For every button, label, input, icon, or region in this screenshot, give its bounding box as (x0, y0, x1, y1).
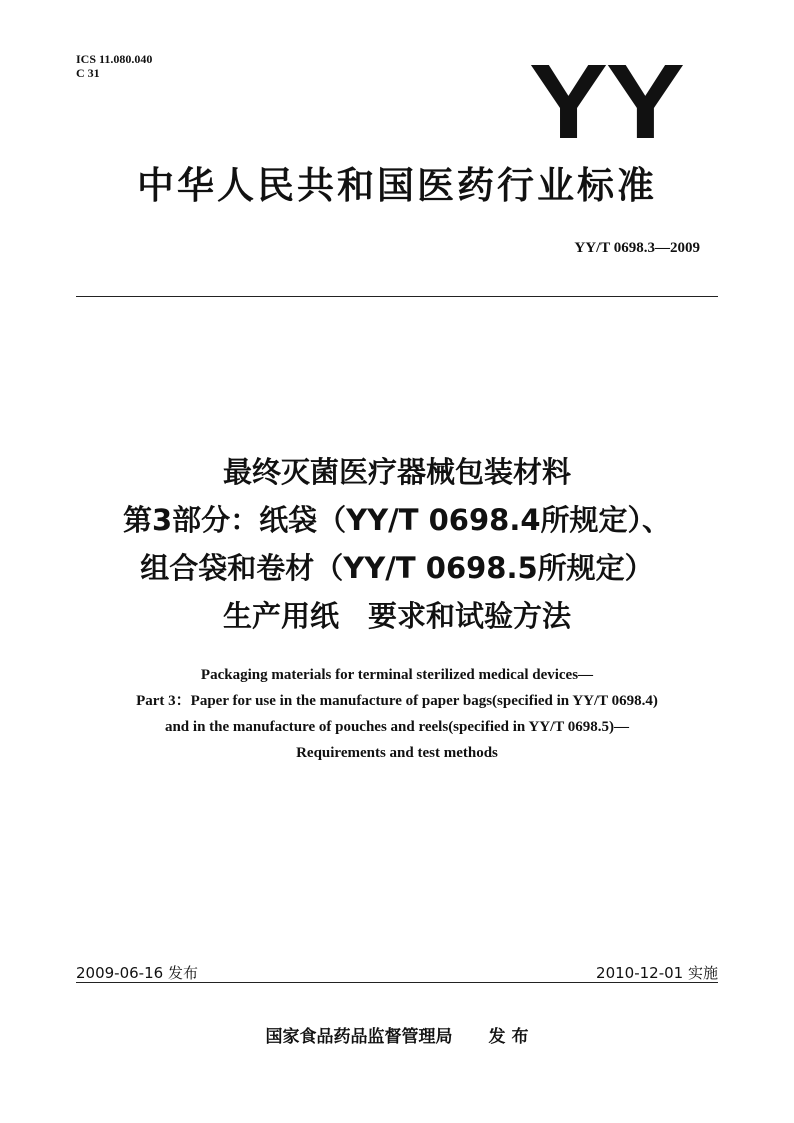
chinese-title-line: 生产用纸 要求和试验方法 (222, 599, 571, 633)
chinese-title-line: 第3部分：纸袋（YY/T 0698.4所规定）、 (122, 503, 672, 537)
ics-classification (76, 52, 152, 80)
english-title-line: and in the manufacture of pouches and reels(specified in YY/T 0698.5)— (164, 719, 630, 735)
chinese-title-line: 组合袋和卷材（YY/T 0698.5所规定） (140, 551, 654, 585)
english-title-line: Part 3：Paper for use in the manufacture of paper bags(specified in YY/T 0698.4) (136, 693, 658, 709)
chinese-title-line: 最终灭菌医疗器械包装材料 (222, 455, 571, 489)
chinese-title (0, 448, 794, 640)
english-title-line: Requirements and test methods (296, 745, 498, 761)
ccs-code: C 31 (76, 66, 100, 80)
bottom-divider (76, 982, 718, 983)
publisher-name: 国家食品药品监督管理局 (265, 1027, 453, 1047)
english-title (0, 662, 794, 766)
issue-date: 2009-06-16 发布 (76, 964, 198, 982)
top-divider (76, 296, 718, 297)
publisher-action: 发 布 (488, 1027, 529, 1047)
english-title-line: Packaging materials for terminal sterilized medical devices— (200, 667, 594, 683)
ics-code: ICS 11.080.040 (76, 52, 153, 66)
publisher-line (0, 1022, 794, 1047)
standard-number: YY/T 0698.3—2009 (574, 240, 700, 256)
yy-logo: YY (528, 43, 683, 161)
implementation-date: 2010-12-01 实施 (596, 964, 718, 982)
organization-title: 中华人民共和国医药行业标准 (137, 164, 657, 207)
